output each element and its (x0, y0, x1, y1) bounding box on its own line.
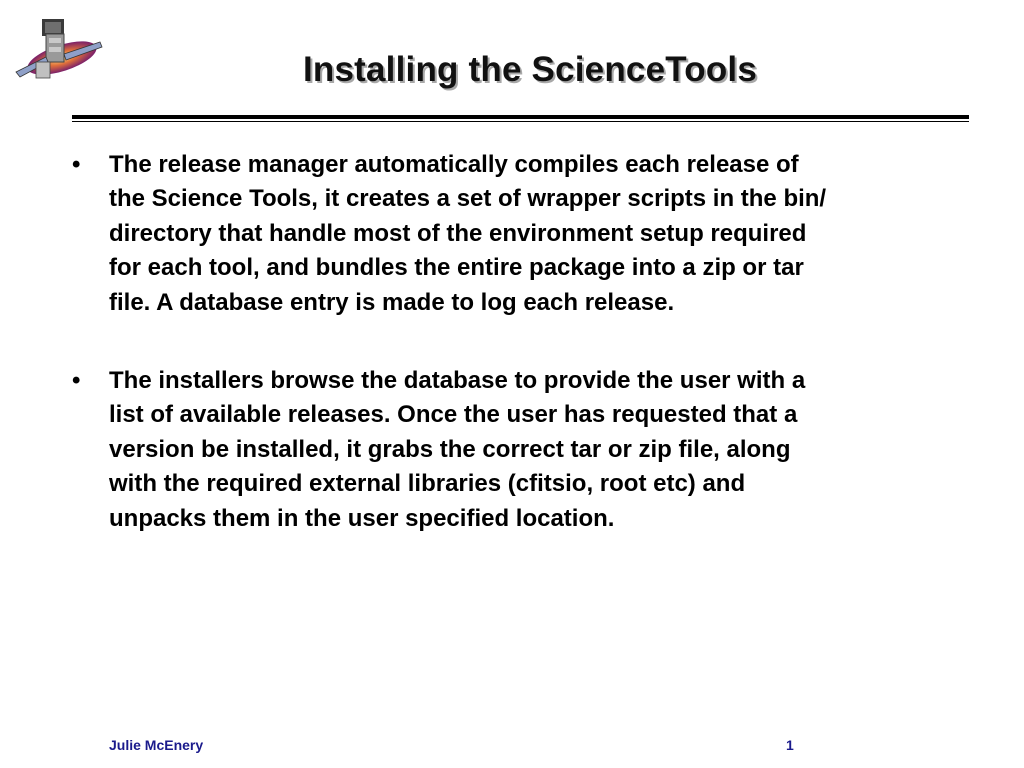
bullet-icon: • (72, 367, 81, 395)
bullet-item (72, 364, 972, 536)
bullet-line: The release manager automatically compiles each release of (109, 151, 799, 178)
bullet-line: the Science Tools, it creates a set of wrapper scripts in the bin/ (109, 185, 827, 213)
bullet-list (72, 148, 972, 580)
bullet-text (109, 364, 972, 536)
bullet-line: version be installed, it grabs the correct tar or zip file, along (109, 435, 791, 463)
bullet-line: list of available releases. Once the user has requested that a (109, 401, 798, 429)
bullet-item (72, 148, 972, 320)
page-number: 1 (786, 737, 794, 753)
title-divider-thick (72, 115, 969, 119)
bullet-line: unpacks them in the user specified location. (109, 504, 615, 532)
footer-author: Julie McEnery (109, 737, 204, 753)
title-divider-thin (72, 121, 969, 122)
bullet-icon: • (72, 151, 81, 178)
page-title: Installing the ScienceTools (302, 50, 757, 89)
bullet-line: The installers browse the database to provide the user with a (109, 367, 806, 395)
bullet-line: for each tool, and bundles the entire package into a zip or tar (109, 254, 804, 282)
bullet-line: file. A database entry is made to log each release. (109, 288, 675, 316)
satellite-logo-icon (12, 16, 106, 86)
bullet-line: directory that handle most of the environment setup required (109, 219, 807, 247)
bullet-line: with the required external libraries (cfitsio, root etc) and (109, 470, 746, 498)
bullet-text (109, 148, 972, 320)
